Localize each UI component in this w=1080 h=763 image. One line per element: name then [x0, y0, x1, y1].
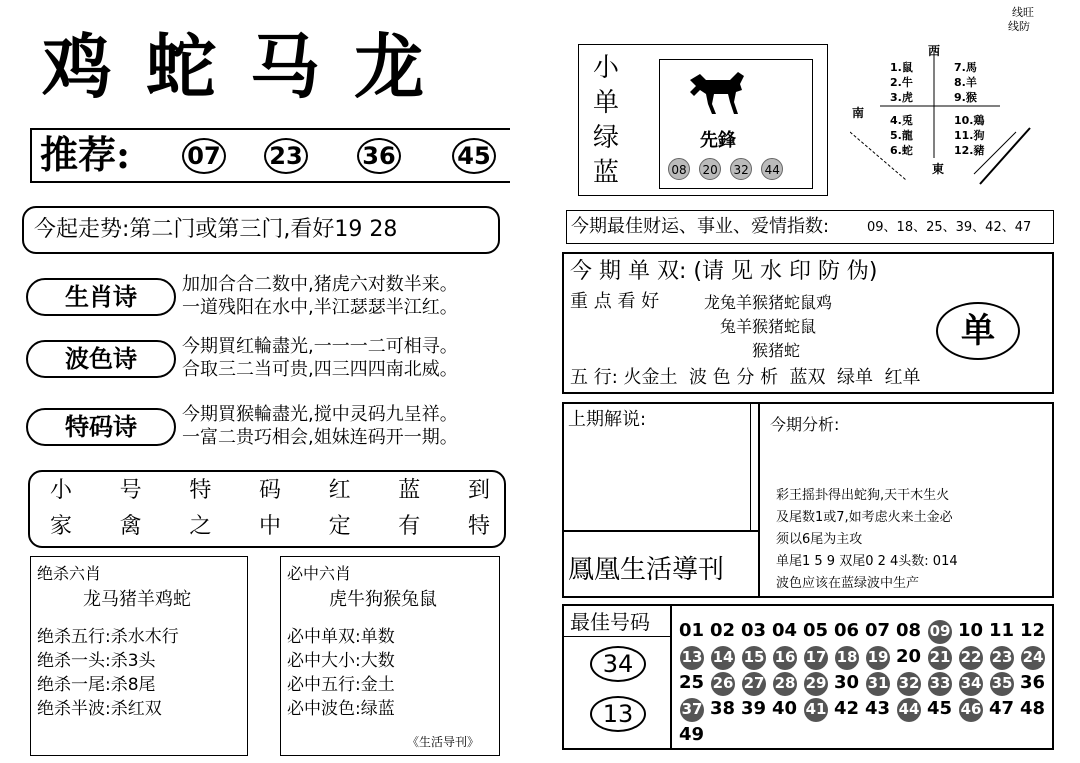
best-pick: 13: [590, 696, 646, 732]
poem-block: [22, 332, 500, 386]
recommend-number: 36: [357, 138, 401, 174]
number-highlighted: 37: [680, 698, 704, 722]
number-highlighted: 15: [742, 646, 766, 670]
number-row: [676, 672, 1054, 698]
number-highlighted: 28: [773, 672, 797, 696]
poem-block: [22, 270, 500, 324]
must-row: 必中五行:金土: [287, 675, 395, 695]
ball: 20: [699, 158, 721, 180]
analysis-text: 单尾1 5 9 双尾0 2 4头数: 014: [776, 554, 958, 569]
best-pick: 34: [590, 646, 646, 682]
recommend-number: 23: [264, 138, 308, 174]
compass-east: 東: [932, 162, 945, 176]
number-highlighted: 24: [1021, 646, 1045, 670]
kill-row: 绝杀一尾:杀8尾: [37, 675, 156, 695]
number: 25: [678, 672, 705, 693]
recommend-number: 45: [452, 138, 496, 174]
number: 42: [833, 698, 860, 719]
poem-label: 生肖诗: [65, 282, 137, 311]
page-title: 鸡蛇马龙: [42, 25, 458, 108]
poem-line: 今期買红輪盡光,一一一二可相寻。: [182, 336, 458, 357]
best-numbers-box: [562, 604, 1054, 750]
pioneer-balls: [668, 158, 787, 180]
zodiac-compass: [850, 40, 1040, 190]
number: 38: [709, 698, 736, 719]
compass-west: 西: [928, 44, 941, 58]
analysis-divider-v2: [750, 404, 751, 530]
number-highlighted: 46: [959, 698, 983, 722]
number-highlighted: 14: [711, 646, 735, 670]
compass-south: 南: [852, 106, 865, 120]
kill-row: 绝杀一头:杀3头: [37, 651, 156, 671]
number-highlighted: 09: [928, 620, 952, 644]
kill-row: 绝杀五行:杀水木行: [37, 627, 179, 647]
analysis-divider-h: [564, 530, 758, 532]
analysis-text: 波色应该在蓝绿波中生产: [776, 576, 920, 591]
fortune-box: [566, 210, 1054, 244]
trend-text: 今起走势:第二门或第三门,看好19 28: [34, 217, 398, 242]
number-highlighted: 22: [959, 646, 983, 670]
number-row: [676, 724, 1054, 750]
number-highlighted: 13: [680, 646, 704, 670]
poem-line: 一道残阳在水中,半江瑟瑟半江红。: [182, 297, 458, 318]
number-highlighted: 18: [835, 646, 859, 670]
poem-label: 波色诗: [65, 344, 137, 373]
number: 04: [771, 620, 798, 641]
analysis-text: 彩王摇卦得出蛇狗,天干木生火: [776, 488, 950, 503]
number-highlighted: 21: [928, 646, 952, 670]
must-title: 必中六肖: [287, 564, 352, 583]
odd-even-line: 猴猪蛇: [752, 341, 801, 360]
corner-note: 线旺 线防: [1008, 6, 1034, 33]
poem-line: 加加合合二数中,猪虎六对数半来。: [182, 274, 458, 295]
number: 45: [926, 698, 953, 719]
poem-line: 合取三二当可贵,四三四四南北威。: [182, 359, 458, 380]
brand-text: 鳳凰生活導刊: [568, 555, 725, 585]
number-highlighted: 26: [711, 672, 735, 696]
poem-label-box: [26, 408, 176, 446]
poem-label: 特码诗: [65, 412, 137, 441]
single-green-vertical: 小 单 绿 蓝: [593, 53, 620, 188]
analysis-text: 须以6尾为主攻: [776, 532, 863, 547]
number: 05: [802, 620, 829, 641]
number-highlighted: 16: [773, 646, 797, 670]
number: 43: [864, 698, 891, 719]
number: 10: [957, 620, 984, 641]
pioneer-label: 先鋒: [700, 130, 736, 151]
odd-even-line: 龙兔羊猴猪蛇鼠鸡: [704, 293, 833, 312]
number: 40: [771, 698, 798, 719]
number-row: [676, 620, 1054, 646]
recommend-number: 07: [182, 138, 226, 174]
last-period-label: 上期解说:: [568, 409, 647, 430]
number-highlighted: 41: [804, 698, 828, 722]
number-highlighted: 35: [990, 672, 1014, 696]
poem-label-box: [26, 340, 176, 378]
odd-even-stamp: 单: [936, 302, 1020, 360]
kill-box: [30, 556, 248, 756]
odd-even-bottom: 五 行: 火金土 波 色 分 析 蓝双 绿单 红单: [570, 367, 921, 388]
phrase-row: 小 号 特 码 红 蓝 到: [50, 478, 490, 503]
number: 02: [709, 620, 736, 641]
kill-title: 绝杀六肖: [37, 564, 102, 583]
single-green-box: [578, 44, 828, 196]
number: 07: [864, 620, 891, 641]
analysis-box: [562, 402, 1054, 598]
kill-row: 绝杀半波:杀红双: [37, 699, 162, 719]
number: 47: [988, 698, 1015, 719]
phrase-row: 家 禽 之 中 定 有 特: [50, 514, 490, 539]
ball: 08: [668, 158, 690, 180]
must-box: [280, 556, 500, 756]
this-period-label: 今期分析:: [770, 415, 840, 434]
ball: 32: [730, 158, 752, 180]
odd-even-line: 兔羊猴猪蛇鼠: [720, 317, 817, 336]
number: 08: [895, 620, 922, 641]
number: 11: [988, 620, 1015, 641]
number-highlighted: 27: [742, 672, 766, 696]
odd-even-title: 今 期 单 双: (请 见 水 印 防 伪): [570, 259, 878, 284]
must-row: 必中单双:单数: [287, 627, 395, 647]
odd-even-focus-label: 重 点 看 好: [570, 291, 660, 312]
number-highlighted: 23: [990, 646, 1014, 670]
number-highlighted: 19: [866, 646, 890, 670]
trend-box: [22, 206, 500, 254]
best-label: 最佳号码: [570, 610, 650, 634]
number: 39: [740, 698, 767, 719]
number: 03: [740, 620, 767, 641]
pioneer-box: [659, 59, 813, 189]
number: 06: [833, 620, 860, 641]
number-grid: [676, 620, 1054, 750]
compass-left-col: 1.鼠 2.牛 3.虎 4.兎 5.龍 6.蛇: [890, 61, 913, 157]
must-row: 必中波色:绿蓝: [287, 699, 395, 719]
must-zodiacs: 虎牛狗猴兔鼠: [329, 589, 437, 610]
number-highlighted: 34: [959, 672, 983, 696]
poem-line: 一富二贵巧相会,姐妹连码开一期。: [182, 427, 458, 448]
number: 48: [1019, 698, 1046, 719]
recommend-box: [30, 128, 510, 183]
compass-lines: [850, 40, 1040, 190]
must-row: 必中大小:大数: [287, 651, 395, 671]
number-highlighted: 29: [804, 672, 828, 696]
number: 12: [1019, 620, 1046, 641]
analysis-text: 及尾数1或7,如考虑火来土金必: [776, 510, 953, 525]
phrase-grid-box: [28, 470, 506, 548]
recommend-label: 推荐:: [40, 132, 131, 177]
poem-label-box: [26, 278, 176, 316]
number: 01: [678, 620, 705, 641]
number-highlighted: 31: [866, 672, 890, 696]
compass-right-col: 7.馬 8.羊 9.猴 10.鶏 11.狗 12.豬: [954, 61, 985, 157]
number: 30: [833, 672, 860, 693]
number: 49: [678, 724, 705, 745]
number: 36: [1019, 672, 1046, 693]
fortune-values: 09、18、25、39、42、47: [867, 220, 1032, 235]
best-divider: [670, 606, 672, 748]
horse-icon: [684, 66, 752, 118]
odd-even-box: [562, 252, 1054, 394]
number-highlighted: 17: [804, 646, 828, 670]
number-highlighted: 44: [897, 698, 921, 722]
number-highlighted: 33: [928, 672, 952, 696]
fortune-label: 今期最佳财运、事业、爱情指数:: [571, 216, 830, 237]
ball: 44: [761, 158, 783, 180]
must-footer: 《生活导刊》: [407, 735, 480, 749]
kill-zodiacs: 龙马猪羊鸡蛇: [83, 589, 191, 610]
analysis-divider-v: [758, 404, 760, 596]
number: 20: [895, 646, 922, 667]
number-highlighted: 32: [897, 672, 921, 696]
poem-line: 今期買猴輪盡光,搅中灵码九呈祥。: [182, 404, 458, 425]
poem-block: [22, 400, 500, 454]
number-row: [676, 698, 1054, 724]
number-row: [676, 646, 1054, 672]
best-divider-h: [564, 636, 670, 637]
